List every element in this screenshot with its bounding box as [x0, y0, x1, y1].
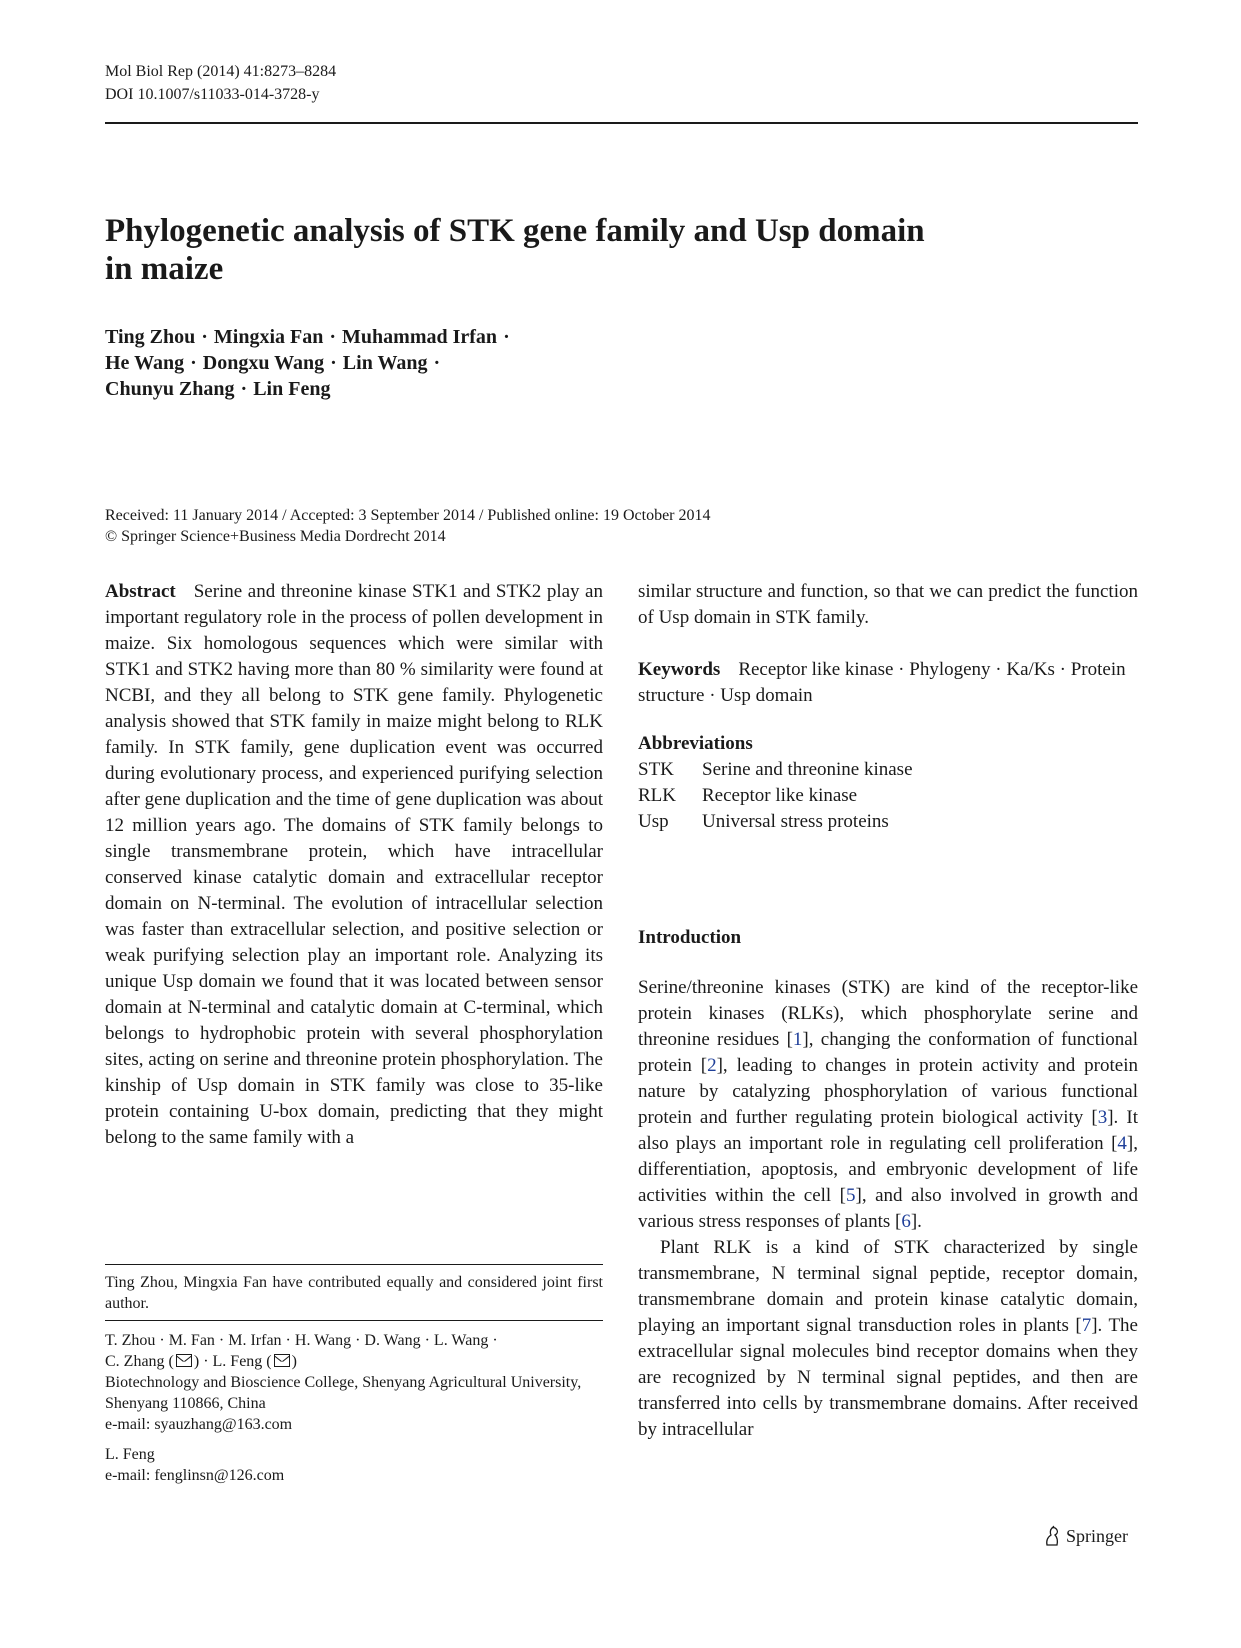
author-separator: ·: [330, 352, 337, 374]
abbreviation-row: [638, 809, 1138, 835]
author-separator: ·: [503, 326, 510, 348]
intro-text: ].: [910, 1211, 922, 1232]
introduction-paragraph-2: [638, 1235, 1138, 1443]
title-line-1: Phylogenetic analysis of STK gene family and Usp domain: [105, 213, 925, 249]
affiliation-rule: [105, 1320, 603, 1321]
abstract-label: Abstract: [105, 581, 176, 602]
publisher-logo: [1042, 1525, 1128, 1547]
title-line-2: in maize: [105, 251, 224, 287]
citation-link[interactable]: 5: [846, 1185, 856, 1206]
citation-link[interactable]: 1: [792, 1029, 803, 1050]
author-separator: ·: [329, 326, 337, 348]
springer-horse-icon: [1042, 1525, 1062, 1547]
author-line-1: [105, 324, 516, 350]
institution: Biotechnology and Bioscience College, Shenyang Agricultural University, Shenyang 110866, China: [105, 1374, 582, 1412]
intro-text: Serine/threonine kinases (STK) are kind of the receptor-like protein kinases (RLKs), which phosphorylate serine and threonine residues [: [638, 977, 1138, 1050]
abstract: [105, 579, 603, 1151]
author-name: Mingxia Fan: [213, 326, 324, 348]
intro-text: ]. It also plays an important role in regulating cell proliferation [: [638, 1107, 1138, 1154]
author-separator: ·: [433, 352, 441, 374]
abbreviation-row: [638, 757, 1138, 783]
left-column: [105, 579, 603, 1151]
introduction-paragraph-1: [638, 975, 1138, 1235]
intro-text: Plant RLK is a kind of STK characterized by single transmembrane, N terminal signal peptide, receptor domain, transmembrane domain and protein kinase catalytic domain, playing an important signal transduction roles in plants [: [638, 1237, 1138, 1336]
author-separator: ·: [240, 378, 248, 400]
citation-link[interactable]: 2: [707, 1055, 717, 1076]
author-line-2: [105, 350, 516, 376]
keywords: [638, 657, 1138, 709]
publisher-name: Springer: [1066, 1525, 1128, 1546]
envelope-icon: [176, 1354, 192, 1367]
abstract-text: Serine and threonine kinase STK1 and STK2 play an important regulatory role in the process of pollen development in maize. Six homologous sequences which were similar with STK1 and STK2 having more than 80 % similarity were found at NCBI, and they all belong to STK gene family. Phylogenetic analysis showed that STK family in maize might belong to RLK family. In STK family, gene duplication event was occurred during evolutionary process, and experienced purifying selection after gene duplication and the time of gene duplication was about 12 million years ago. The domains of STK family belongs to single transmembrane protein, which have intracellular conserved kinase catalytic domain and extracellular receptor domain on N-terminal. The evolution of intracellular selection was faster than extracellular selection, and positive selection or weak purifying selection play an important role. Analyzing its unique Usp domain we found that it was located between sensor domain at N-terminal and catalytic domain at C-terminal, which belongs to hydrophobic protein with several phosphorylation sites, acting on serine and threonine protein phosphorylation. The kinship of Usp domain in STK family was close to 35-like protein containing U-box domain, predicting that they might belong to the same family with a: [105, 581, 603, 1148]
abbreviation-value: Serine and threonine kinase: [702, 759, 913, 780]
abbreviation-value: Receptor like kinase: [702, 785, 858, 806]
header-rule: [105, 122, 1138, 124]
author-separator: ·: [201, 326, 208, 348]
intro-text: ], changing the conformation of functional protein [: [638, 1029, 1138, 1076]
intro-text: ], and also involved in growth and various stress responses of plants [: [638, 1185, 1139, 1232]
email-zhang[interactable]: e-mail: syauzhang@163.com: [105, 1416, 293, 1433]
keywords-label: Keywords: [638, 659, 721, 680]
received-accepted-published: Received: 11 January 2014 / Accepted: 3 September 2014 / Published online: 19 October 2014: [105, 507, 711, 524]
author-list: [105, 324, 516, 402]
abbreviation-value: Universal stress proteins: [702, 811, 889, 832]
closing-paren: ): [291, 1353, 297, 1370]
abbreviations-heading: Abbreviations: [638, 733, 753, 754]
email-feng[interactable]: e-mail: fenglinsn@126.com: [105, 1467, 285, 1484]
keywords-text: Receptor like kinase · Phylogeny · Ka/Ks · Protein structure · Usp domain: [638, 659, 1126, 706]
feng-name: L. Feng: [105, 1446, 155, 1463]
right-column: [638, 579, 1138, 1443]
affiliation-authors-line-1: T. Zhou · M. Fan · M. Irfan · H. Wang · D. Wang · L. Wang ·: [105, 1332, 498, 1349]
intro-text: ], leading to changes in protein activity and protein nature by catalyzing phosphorylation of various functional protein and further regulating protein biological activity [: [638, 1055, 1138, 1128]
equal-contribution-footnote: Ting Zhou, Mingxia Fan have contributed equally and considered joint first author.: [105, 1274, 603, 1312]
abbreviation-key: STK: [638, 759, 674, 780]
author-name: Dongxu Wang: [202, 352, 325, 374]
abbreviation-row: [638, 783, 1138, 809]
citation-link[interactable]: 6: [901, 1211, 911, 1232]
journal-header: [105, 60, 336, 106]
author-name: Lin Feng: [253, 378, 331, 400]
journal-citation: Mol Biol Rep (2014) 41:8273–8284: [105, 63, 337, 80]
paper-title: [105, 212, 985, 288]
affiliation-authors-line-2: [105, 1351, 603, 1372]
copyright: © Springer Science+Business Media Dordrecht 2014: [105, 528, 446, 545]
author-name: He Wang: [105, 352, 185, 374]
abbreviation-key: RLK: [638, 785, 676, 806]
envelope-icon: [274, 1354, 290, 1367]
footnote-rule: [105, 1264, 603, 1265]
author-line-3: [105, 376, 516, 402]
publication-dates: [105, 505, 711, 547]
corresponding-author-1: C. Zhang (: [105, 1353, 174, 1370]
author-name: Chunyu Zhang: [105, 378, 235, 400]
intro-text: ]. The extracellular signal molecules bind receptor domains when they are recognized by N terminal signal peptides, and then are transferred into cells by transmembrane domains. After received by intracellular: [638, 1315, 1138, 1440]
affiliation-block: [105, 1330, 603, 1486]
spacer: [105, 1435, 603, 1444]
corresponding-author-2: ) · L. Feng (: [193, 1353, 272, 1370]
citation-link[interactable]: 3: [1097, 1107, 1108, 1128]
intro-text: ], differentiation, apoptosis, and embryonic development of life activities within the cell [: [638, 1133, 1138, 1206]
doi: DOI 10.1007/s11033-014-3728-y: [105, 86, 320, 103]
abbreviation-key: Usp: [638, 811, 669, 832]
author-name: Muhammad Irfan: [342, 326, 498, 348]
author-name: Ting Zhou: [105, 326, 196, 348]
citation-link[interactable]: 7: [1081, 1315, 1092, 1336]
citation-link[interactable]: 4: [1117, 1133, 1127, 1154]
abstract-continued: similar structure and function, so that we can predict the function of Usp domain in STK family.: [638, 581, 1138, 628]
author-separator: ·: [190, 352, 197, 374]
introduction-heading: Introduction: [638, 927, 742, 948]
author-name: Lin Wang: [342, 352, 428, 374]
